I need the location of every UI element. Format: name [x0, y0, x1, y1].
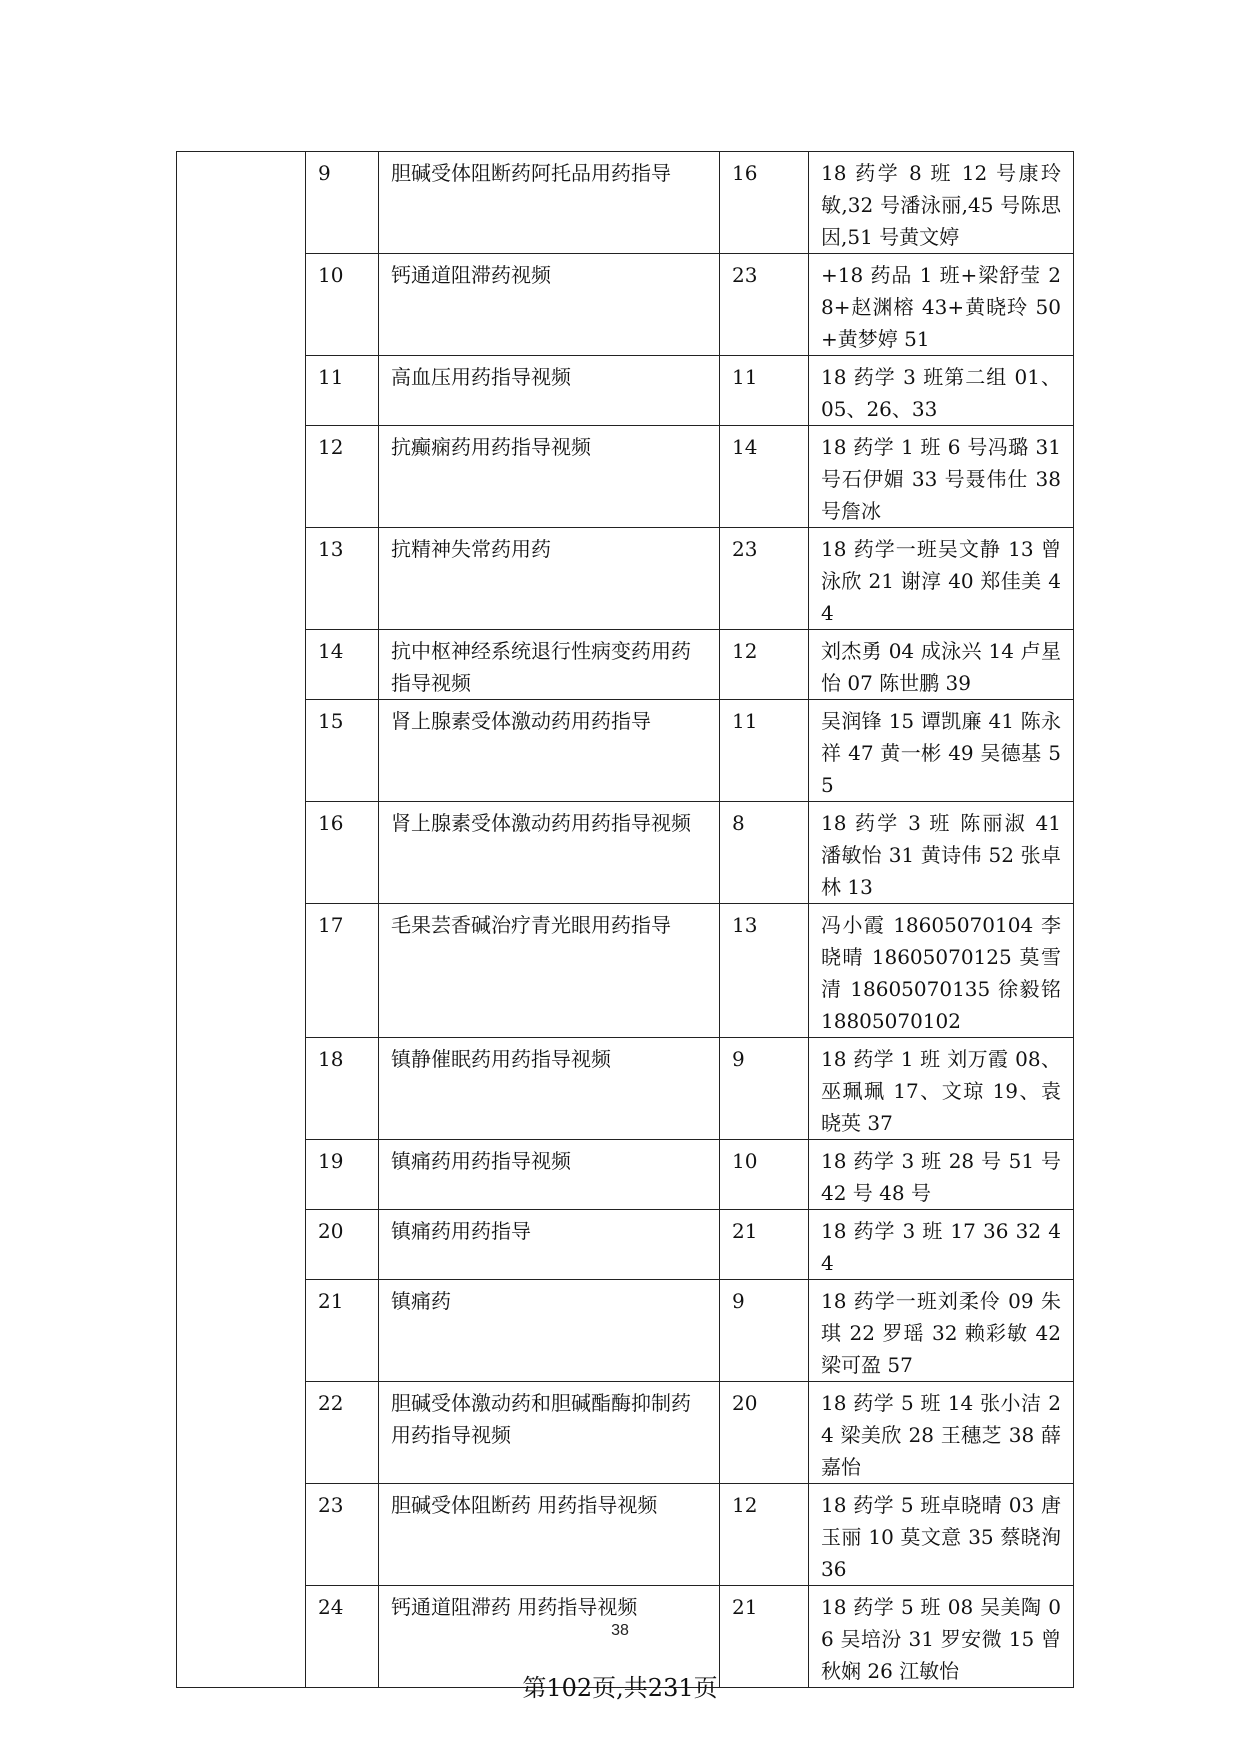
topic-cell: 胆碱受体阻断药阿托品用药指导 [379, 152, 720, 254]
members-cell: 18 药学 3 班第二组 01、05、26、33 [809, 356, 1074, 426]
row-number-cell: 15 [306, 700, 379, 802]
members-cell: 18 药学 3 班 陈丽淑 41 潘敏怡 31 黄诗伟 52 张卓林 13 [809, 802, 1074, 904]
members-cell: 18 药学 1 班 6 号冯璐 31 号石伊媚 33 号聂伟仕 38 号詹冰 [809, 426, 1074, 528]
table-row [177, 152, 1074, 254]
merged-category-cell [177, 152, 306, 1688]
table-row [177, 700, 1074, 802]
members-cell: 18 药学 5 班 08 吴美陶 06 吴培汾 31 罗安微 15 曾秋娴 26 江敏怡 [809, 1586, 1074, 1688]
topic-cell: 镇静催眠药用药指导视频 [379, 1038, 720, 1140]
members-cell: 冯小霞 18605070104 李晓晴 18605070125 莫雪清 18605070135 徐毅铭 18805070102 [809, 904, 1074, 1038]
members-cell: 18 药学 1 班 刘万霞 08、巫珮珮 17、文琼 19、袁晓英 37 [809, 1038, 1074, 1140]
row-number-cell: 10 [306, 254, 379, 356]
table-row [177, 356, 1074, 426]
topic-cell: 毛果芸香碱治疗青光眼用药指导 [379, 904, 720, 1038]
count-cell: 12 [720, 1484, 809, 1586]
count-cell: 11 [720, 356, 809, 426]
assignment-table [176, 151, 1074, 1688]
table-row [177, 1280, 1074, 1382]
members-cell: 18 药学 3 班 17 36 32 44 [809, 1210, 1074, 1280]
count-cell: 16 [720, 152, 809, 254]
table-row [177, 426, 1074, 528]
members-cell: 18 药学 5 班 14 张小洁 24 梁美欣 28 王穗芝 38 薛嘉怡 [809, 1382, 1074, 1484]
table-row [177, 1382, 1074, 1484]
members-cell: 18 药学 5 班卓晓晴 03 唐玉丽 10 莫文意 35 蔡晓洵 36 [809, 1484, 1074, 1586]
count-cell: 12 [720, 630, 809, 700]
row-number-cell: 14 [306, 630, 379, 700]
row-number-cell: 21 [306, 1280, 379, 1382]
count-cell: 21 [720, 1210, 809, 1280]
row-number-cell: 16 [306, 802, 379, 904]
members-cell: 刘杰勇 04 成泳兴 14 卢星怡 07 陈世鹏 39 [809, 630, 1074, 700]
page-footer: 第102页,共231页 [522, 1674, 718, 1702]
table-row [177, 1038, 1074, 1140]
count-cell: 14 [720, 426, 809, 528]
row-number-cell: 11 [306, 356, 379, 426]
members-cell: 18 药学 8 班 12 号康玲敏,32 号潘泳丽,45 号陈思因,51 号黄文婷 [809, 152, 1074, 254]
topic-cell: 肾上腺素受体激动药用药指导 [379, 700, 720, 802]
table-row [177, 904, 1074, 1038]
count-cell: 9 [720, 1038, 809, 1140]
count-cell: 21 [720, 1586, 809, 1688]
table-row [177, 1140, 1074, 1210]
row-number-cell: 19 [306, 1140, 379, 1210]
row-number-cell: 17 [306, 904, 379, 1038]
row-number-cell: 24 [306, 1586, 379, 1688]
row-number-cell: 9 [306, 152, 379, 254]
row-number-cell: 22 [306, 1382, 379, 1484]
count-cell: 10 [720, 1140, 809, 1210]
members-cell: 吴润锋 15 谭凯廉 41 陈永祥 47 黄一彬 49 吴德基 55 [809, 700, 1074, 802]
count-cell: 11 [720, 700, 809, 802]
count-cell: 20 [720, 1382, 809, 1484]
count-cell: 23 [720, 254, 809, 356]
topic-cell: 肾上腺素受体激动药用药指导视频 [379, 802, 720, 904]
topic-cell: 抗癫痫药用药指导视频 [379, 426, 720, 528]
topic-cell: 抗中枢神经系统退行性病变药用药指导视频 [379, 630, 720, 700]
table-body [177, 152, 1074, 1688]
row-number-cell: 18 [306, 1038, 379, 1140]
topic-cell: 镇痛药用药指导 [379, 1210, 720, 1280]
table-row [177, 1210, 1074, 1280]
row-number-cell: 13 [306, 528, 379, 630]
table-row [177, 1484, 1074, 1586]
table-row [177, 254, 1074, 356]
row-number-cell: 12 [306, 426, 379, 528]
topic-cell: 胆碱受体阻断药 用药指导视频 [379, 1484, 720, 1586]
members-cell: +18 药品 1 班+梁舒莹 28+赵渊榕 43+黄晓玲 50+黄梦婷 51 [809, 254, 1074, 356]
count-cell: 23 [720, 528, 809, 630]
page-number: 38 [611, 1622, 629, 1639]
topic-cell: 抗精神失常药用药 [379, 528, 720, 630]
count-cell: 13 [720, 904, 809, 1038]
members-cell: 18 药学一班吴文静 13 曾泳欣 21 谢淳 40 郑佳美 44 [809, 528, 1074, 630]
topic-cell: 镇痛药 [379, 1280, 720, 1382]
topic-cell: 胆碱受体激动药和胆碱酯酶抑制药 用药指导视频 [379, 1382, 720, 1484]
table-row [177, 528, 1074, 630]
topic-cell: 钙通道阻滞药视频 [379, 254, 720, 356]
members-cell: 18 药学一班刘柔伶 09 朱琪 22 罗瑶 32 赖彩敏 42 梁可盈 57 [809, 1280, 1074, 1382]
topic-cell: 钙通道阻滞药 用药指导视频 [379, 1586, 720, 1688]
members-cell: 18 药学 3 班 28 号 51 号 42 号 48 号 [809, 1140, 1074, 1210]
count-cell: 8 [720, 802, 809, 904]
table-row [177, 802, 1074, 904]
row-number-cell: 23 [306, 1484, 379, 1586]
row-number-cell: 20 [306, 1210, 379, 1280]
table-row [177, 630, 1074, 700]
count-cell: 9 [720, 1280, 809, 1382]
topic-cell: 高血压用药指导视频 [379, 356, 720, 426]
topic-cell: 镇痛药用药指导视频 [379, 1140, 720, 1210]
